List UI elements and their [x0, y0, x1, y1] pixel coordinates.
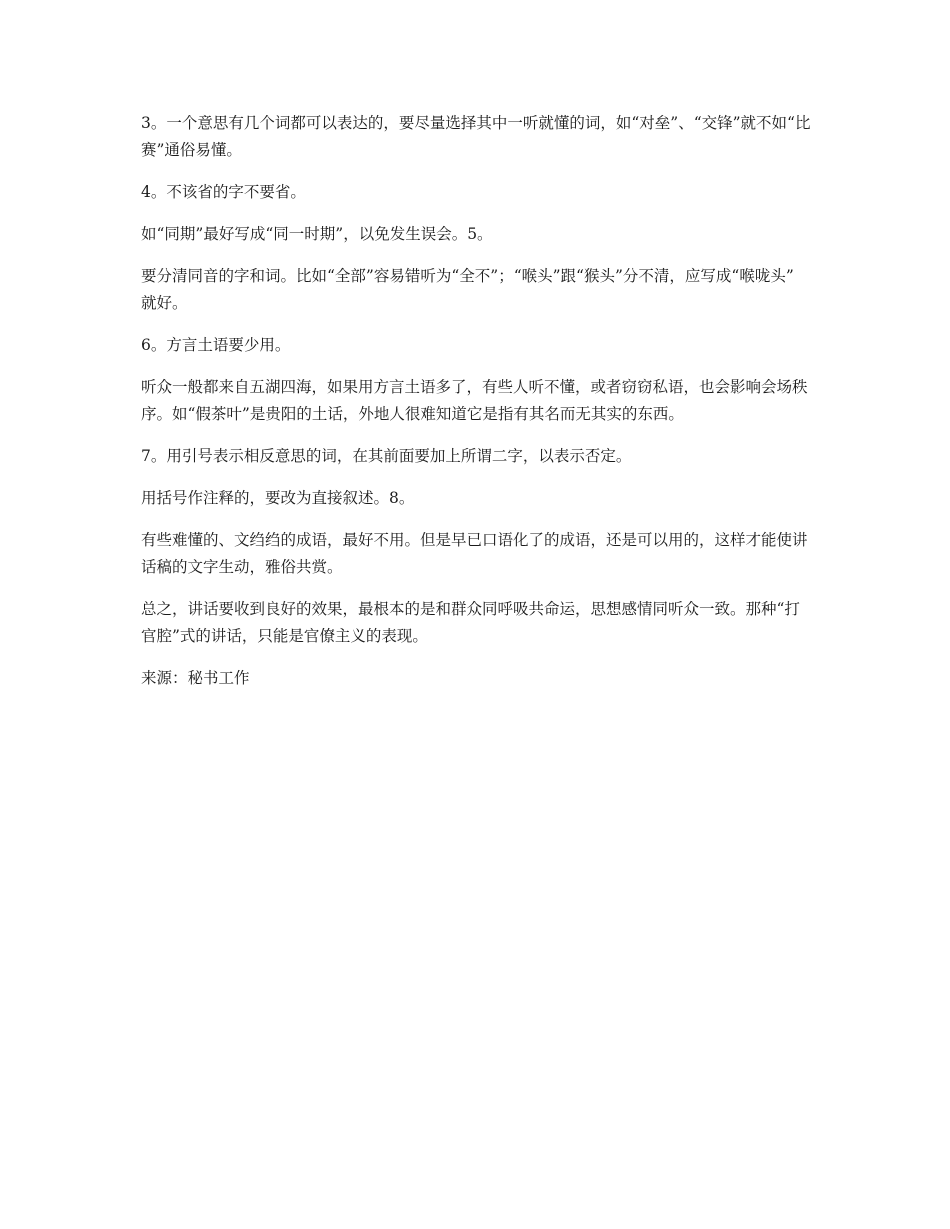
paragraph-point-7: 7。用引号表示相反意思的词，在其前面要加上所谓二字，以表示否定。 — [141, 447, 632, 465]
document-body — [141, 110, 813, 707]
paragraph-idioms: 有些难懂的、文绉绉的成语，最好不用。但是早已口语化了的成语，还是可以用的，这样才能使讲话稿的文字生动，雅俗共赏。 — [141, 531, 808, 576]
paragraph-point-6: 6。方言土语要少用。 — [141, 336, 291, 354]
paragraph-summary: 总之，讲话要收到良好的效果，最根本的是和群众同呼吸共命运，思想感情同听众一致。那种“打官腔”式的讲话，只能是官僚主义的表现。 — [141, 600, 800, 645]
paragraph-point-4: 4。不该省的字不要省。 — [141, 183, 306, 201]
paragraph-example-tongqi: 如“同期”最好写成“同一时期”，以免发生误会。5。 — [141, 225, 493, 243]
paragraph-brackets: 用括号作注释的，要改为直接叙述。8。 — [141, 489, 415, 507]
paragraph-homophones: 要分清同音的字和词。比如“全部”容易错听为“全不”；“喉头”跟“猴头”分不清，应写成“喉咙头” 就好。 — [141, 267, 794, 312]
paragraph-point-3: 3。一个意思有几个词都可以表达的，要尽量选择其中一听就懂的词，如“对垒”、“交锋”就不如“比赛”通俗易懂。 — [141, 114, 811, 159]
paragraph-dialect: 听众一般都来自五湖四海，如果用方言土语多了，有些人听不懂，或者窃窃私语，也会影响会场秩序。如“假茶叶”是贵阳的土话，外地人很难知道它是指有其名而无其实的东西。 — [141, 378, 808, 423]
source-line: 来源：秘书工作 — [141, 669, 250, 687]
